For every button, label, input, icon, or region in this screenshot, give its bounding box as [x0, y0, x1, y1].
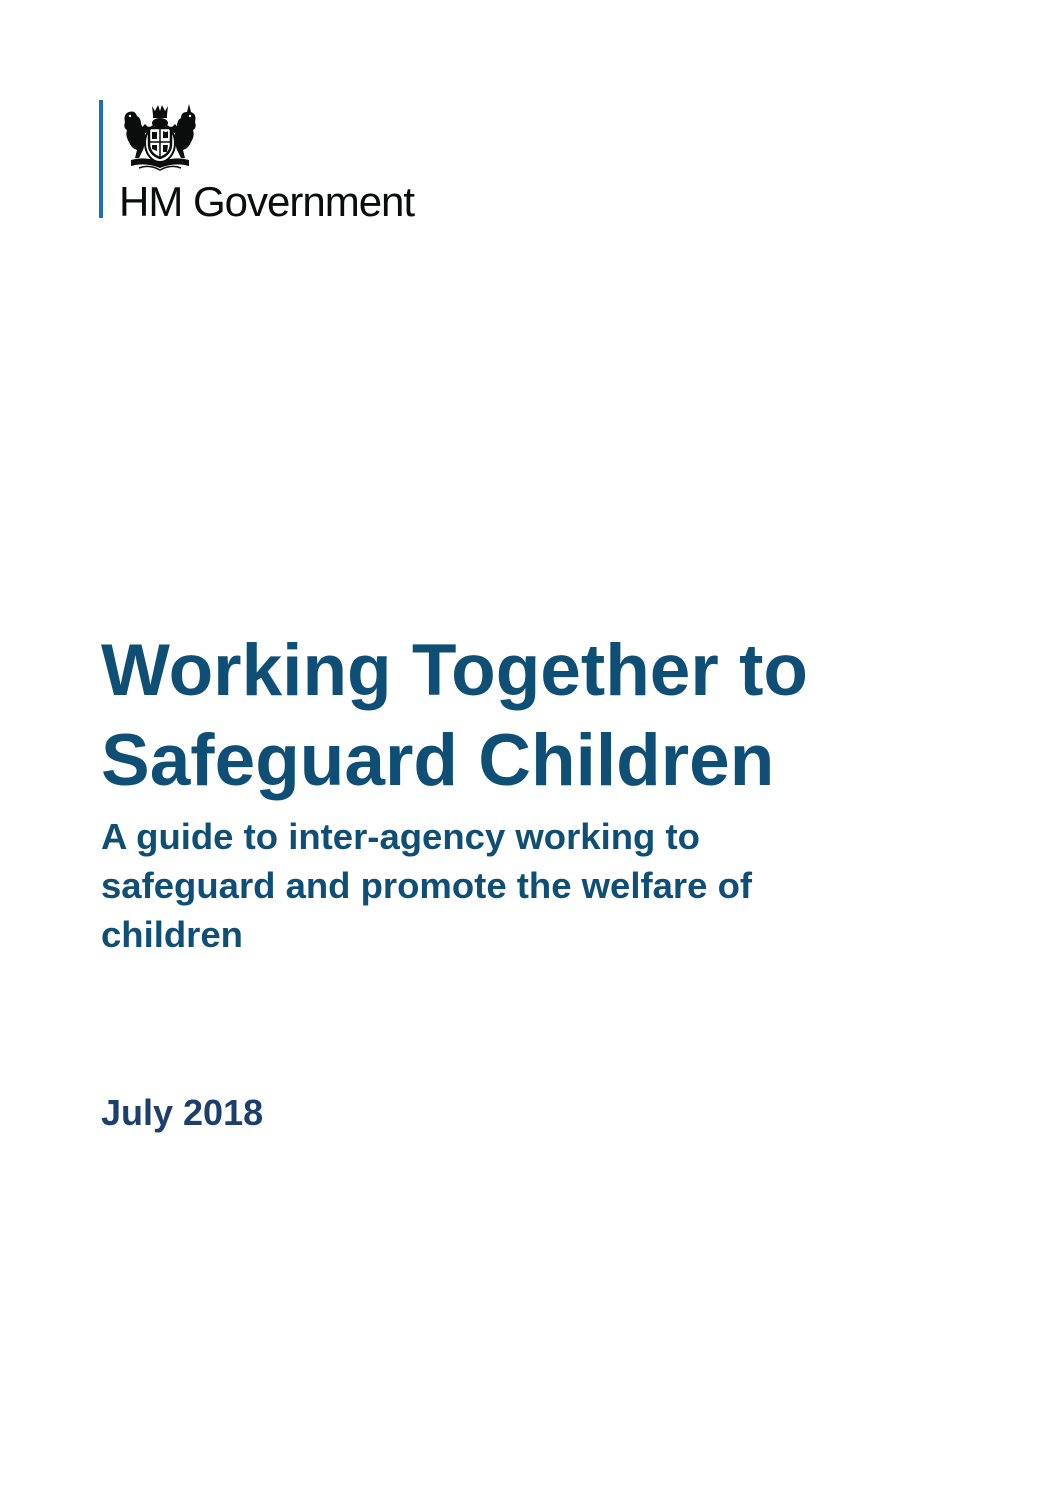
- organisation-name: HM Government: [119, 178, 415, 225]
- publication-date: July 2018: [101, 1092, 264, 1133]
- document-subtitle: [101, 812, 941, 959]
- logo-divider: [99, 100, 103, 218]
- document-title: [101, 626, 981, 806]
- royal-coat-of-arms-icon: [119, 102, 201, 172]
- title-line: Working Together to: [101, 630, 808, 711]
- title-line: Safeguard Children: [101, 720, 775, 801]
- subtitle-line: children: [101, 914, 243, 955]
- hm-government-logo: [99, 100, 479, 225]
- subtitle-line: safeguard and promote the welfare of: [101, 865, 753, 906]
- subtitle-line: A guide to inter-agency working to: [101, 816, 700, 857]
